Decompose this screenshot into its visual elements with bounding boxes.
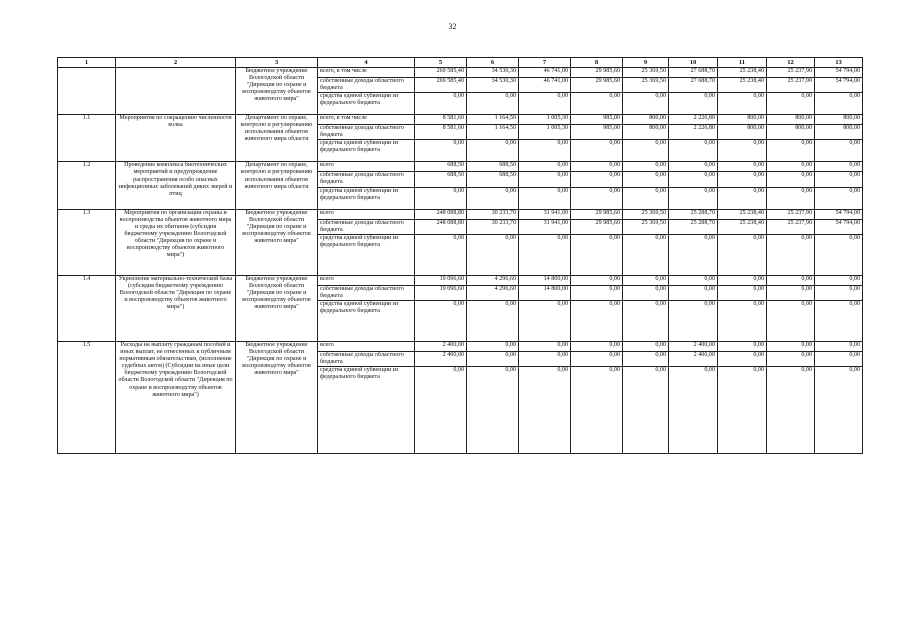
- item-name: [116, 68, 236, 115]
- amount-cell: 0,00: [669, 367, 718, 454]
- amount-cell: 0,00: [519, 172, 571, 187]
- table-row: [58, 341, 863, 351]
- funding-source: всего: [318, 162, 415, 172]
- amount-cell: 25 237,90: [767, 209, 815, 219]
- amount-cell: 248 088,80: [415, 209, 467, 219]
- amount-cell: 0,00: [669, 172, 718, 187]
- amount-cell: 0,00: [815, 341, 863, 351]
- item-number: 1.2: [58, 162, 116, 209]
- amount-cell: 800,00: [767, 115, 815, 125]
- amount-cell: 0,00: [815, 275, 863, 285]
- funding-source: средства единой субвенции из федерального бюджета: [318, 93, 415, 115]
- amount-cell: 985,00: [571, 125, 623, 140]
- amount-cell: 0,00: [815, 140, 863, 162]
- amount-cell: 4 296,60: [467, 275, 519, 285]
- amount-cell: 25 237,90: [767, 68, 815, 78]
- amount-cell: 0,00: [571, 351, 623, 366]
- amount-cell: 34 530,30: [467, 68, 519, 78]
- funding-source: всего: [318, 209, 415, 219]
- amount-cell: 0,00: [623, 93, 669, 115]
- amount-cell: 0,00: [669, 162, 718, 172]
- amount-cell: 46 741,00: [519, 68, 571, 78]
- budget-table: [57, 57, 863, 454]
- amount-cell: 0,00: [467, 93, 519, 115]
- table-row: [58, 209, 863, 219]
- amount-cell: 0,00: [669, 93, 718, 115]
- amount-cell: 0,00: [669, 140, 718, 162]
- item-executor: Бюджетное учреждение Вологодской области "Дирекция по охране и воспроизводству объектов животного мира": [236, 209, 318, 275]
- amount-cell: 985,00: [571, 115, 623, 125]
- item-name: Мероприятия по сокращению численности волка: [116, 115, 236, 162]
- amount-cell: 0,00: [718, 300, 767, 341]
- amount-cell: 0,00: [467, 300, 519, 341]
- amount-cell: 0,00: [519, 162, 571, 172]
- amount-cell: 0,00: [815, 351, 863, 366]
- amount-cell: 0,00: [571, 341, 623, 351]
- amount-cell: 0,00: [815, 234, 863, 275]
- amount-cell: 0,00: [571, 367, 623, 454]
- amount-cell: 25 369,50: [623, 68, 669, 78]
- amount-cell: 0,00: [415, 300, 467, 341]
- amount-cell: 31 941,00: [519, 209, 571, 219]
- amount-cell: 688,50: [467, 172, 519, 187]
- amount-cell: 54 794,00: [815, 219, 863, 234]
- amount-cell: 0,00: [669, 285, 718, 300]
- amount-cell: 2 400,00: [415, 351, 467, 366]
- item-number: 1.1: [58, 115, 116, 162]
- amount-cell: 0,00: [718, 367, 767, 454]
- item-name: Укрепление материально-технической базы (субсидия бюджетному учреждению Вологодской области "Дирекция по охране и воспроизводству объектов животного мира"): [116, 275, 236, 341]
- amount-cell: 25 238,40: [718, 78, 767, 93]
- amount-cell: 2 226,80: [669, 115, 718, 125]
- amount-cell: 0,00: [718, 140, 767, 162]
- item-executor: Департамент по охране, контролю и регулированию использования объектов животного мира области: [236, 115, 318, 162]
- amount-cell: 0,00: [718, 285, 767, 300]
- amount-cell: 54 794,00: [815, 209, 863, 219]
- amount-cell: 0,00: [815, 367, 863, 454]
- column-header: 11: [718, 58, 767, 68]
- amount-cell: 0,00: [767, 367, 815, 454]
- amount-cell: 25 238,40: [718, 68, 767, 78]
- amount-cell: 0,00: [718, 234, 767, 275]
- amount-cell: 0,00: [623, 234, 669, 275]
- amount-cell: 29 985,60: [571, 219, 623, 234]
- amount-cell: 0,00: [718, 275, 767, 285]
- amount-cell: 0,00: [767, 162, 815, 172]
- item-name: Проведение комплекса биотехнических мероприятий и предупреждение распространения особо опасных инфекционных заболеваний диких зверей и птиц: [116, 162, 236, 209]
- amount-cell: 2 400,00: [669, 341, 718, 351]
- amount-cell: 19 096,60: [415, 285, 467, 300]
- column-header: 5: [415, 58, 467, 68]
- amount-cell: 25 288,70: [669, 219, 718, 234]
- column-header: 9: [623, 58, 669, 68]
- amount-cell: 29 985,60: [571, 78, 623, 93]
- amount-cell: 248 088,80: [415, 219, 467, 234]
- amount-cell: 25 369,50: [623, 78, 669, 93]
- amount-cell: 0,00: [467, 367, 519, 454]
- amount-cell: 0,00: [467, 351, 519, 366]
- amount-cell: 0,00: [623, 300, 669, 341]
- column-header: 8: [571, 58, 623, 68]
- funding-source: средства единой субвенции из федерального бюджета: [318, 367, 415, 454]
- amount-cell: 0,00: [415, 93, 467, 115]
- column-header: 7: [519, 58, 571, 68]
- amount-cell: 0,00: [718, 172, 767, 187]
- amount-cell: 25 238,40: [718, 219, 767, 234]
- funding-source: всего, в том числе: [318, 68, 415, 78]
- amount-cell: 0,00: [571, 162, 623, 172]
- amount-cell: 688,50: [467, 162, 519, 172]
- amount-cell: 29 985,60: [571, 209, 623, 219]
- amount-cell: 34 530,30: [467, 78, 519, 93]
- amount-cell: 0,00: [467, 234, 519, 275]
- item-executor: Бюджетное учреждение Вологодской области "Дирекция по охране и воспроизводству объектов животного мира": [236, 68, 318, 115]
- table-row: [58, 68, 863, 78]
- amount-cell: 0,00: [815, 172, 863, 187]
- amount-cell: 688,50: [415, 172, 467, 187]
- funding-source: средства единой субвенции из федерального бюджета: [318, 234, 415, 275]
- amount-cell: 0,00: [415, 140, 467, 162]
- column-header: 1: [58, 58, 116, 68]
- amount-cell: 4 296,60: [467, 285, 519, 300]
- funding-source: средства единой субвенции из федерального бюджета: [318, 300, 415, 341]
- amount-cell: 8 581,60: [415, 125, 467, 140]
- funding-source: средства единой субвенции из федерального бюджета: [318, 140, 415, 162]
- amount-cell: 0,00: [519, 351, 571, 366]
- amount-cell: 0,00: [815, 300, 863, 341]
- amount-cell: 19 096,60: [415, 275, 467, 285]
- amount-cell: 0,00: [623, 275, 669, 285]
- amount-cell: 0,00: [815, 93, 863, 115]
- amount-cell: 688,50: [415, 162, 467, 172]
- amount-cell: 0,00: [623, 162, 669, 172]
- amount-cell: 0,00: [519, 234, 571, 275]
- amount-cell: 0,00: [767, 172, 815, 187]
- column-header: 2: [116, 58, 236, 68]
- amount-cell: 0,00: [815, 162, 863, 172]
- amount-cell: 0,00: [767, 351, 815, 366]
- amount-cell: 269 585,40: [415, 78, 467, 93]
- amount-cell: 0,00: [415, 187, 467, 209]
- amount-cell: 0,00: [669, 234, 718, 275]
- amount-cell: 0,00: [623, 187, 669, 209]
- column-header: 10: [669, 58, 718, 68]
- amount-cell: 800,00: [767, 125, 815, 140]
- amount-cell: 29 985,60: [571, 68, 623, 78]
- funding-source: собственные доходы областного бюджета: [318, 351, 415, 366]
- amount-cell: 0,00: [718, 341, 767, 351]
- amount-cell: 800,00: [815, 115, 863, 125]
- amount-cell: 14 800,00: [519, 285, 571, 300]
- amount-cell: 0,00: [767, 187, 815, 209]
- funding-source: собственные доходы областного бюджета: [318, 125, 415, 140]
- amount-cell: 0,00: [571, 187, 623, 209]
- amount-cell: 0,00: [571, 172, 623, 187]
- amount-cell: 25 237,90: [767, 78, 815, 93]
- amount-cell: 25 369,50: [623, 209, 669, 219]
- amount-cell: 0,00: [767, 140, 815, 162]
- amount-cell: 25 238,40: [718, 209, 767, 219]
- amount-cell: 27 688,70: [669, 68, 718, 78]
- item-executor: Департамент по охране, контролю и регулированию использования объектов животного мира области: [236, 162, 318, 209]
- column-header: 4: [318, 58, 415, 68]
- funding-source: собственные доходы областного бюджета: [318, 219, 415, 234]
- amount-cell: 0,00: [623, 140, 669, 162]
- page-number: 32: [448, 22, 457, 31]
- amount-cell: 0,00: [623, 351, 669, 366]
- amount-cell: 54 794,00: [815, 68, 863, 78]
- amount-cell: 0,00: [467, 140, 519, 162]
- amount-cell: 8 581,60: [415, 115, 467, 125]
- amount-cell: 31 941,00: [519, 219, 571, 234]
- table-row: [58, 115, 863, 125]
- amount-cell: 800,00: [718, 125, 767, 140]
- amount-cell: 0,00: [571, 285, 623, 300]
- column-header: 3: [236, 58, 318, 68]
- amount-cell: 0,00: [815, 187, 863, 209]
- amount-cell: 0,00: [623, 285, 669, 300]
- amount-cell: 0,00: [519, 93, 571, 115]
- amount-cell: 0,00: [519, 140, 571, 162]
- amount-cell: 0,00: [571, 300, 623, 341]
- amount-cell: 46 741,00: [519, 78, 571, 93]
- funding-source: всего, в том числе: [318, 115, 415, 125]
- amount-cell: 27 688,70: [669, 78, 718, 93]
- amount-cell: 0,00: [669, 187, 718, 209]
- amount-cell: 0,00: [519, 300, 571, 341]
- amount-cell: 0,00: [767, 285, 815, 300]
- amount-cell: 25 288,70: [669, 209, 718, 219]
- item-name: Расходы на выплату гражданам пособий и иных выплат, не отнесенных к публичным нормативным обязательствам, (исполнение судебных актов) (Субсидии на иные цели бюджетному учреждению Вологодской области Вологодской области "Дирекция по охране и воспроизводству объектов животного мира"): [116, 341, 236, 453]
- amount-cell: 0,00: [815, 285, 863, 300]
- amount-cell: 0,00: [623, 341, 669, 351]
- funding-source: собственные доходы областного бюджета: [318, 172, 415, 187]
- amount-cell: 0,00: [669, 275, 718, 285]
- amount-cell: 14 800,00: [519, 275, 571, 285]
- item-number: 1.3: [58, 209, 116, 275]
- funding-source: всего: [318, 341, 415, 351]
- funding-source: средства единой субвенции из федерального бюджета: [318, 187, 415, 209]
- funding-source: собственные доходы областного бюджета: [318, 78, 415, 93]
- table-row: [58, 275, 863, 285]
- amount-cell: 800,00: [718, 115, 767, 125]
- amount-cell: 800,00: [815, 125, 863, 140]
- amount-cell: 0,00: [767, 341, 815, 351]
- amount-cell: 0,00: [467, 341, 519, 351]
- item-executor: Бюджетное учреждение Вологодской области "Дирекция по охране и воспроизводству объектов животного мира": [236, 275, 318, 341]
- table-row: [58, 162, 863, 172]
- amount-cell: 0,00: [571, 234, 623, 275]
- amount-cell: 0,00: [571, 140, 623, 162]
- amount-cell: 0,00: [415, 367, 467, 454]
- amount-cell: 800,00: [623, 125, 669, 140]
- item-name: Мероприятия по организации охраны и воспроизводства объектов животного мира и среды их обитания (субсидия бюджетному учреждению Вологодской области "Дирекция по охране и воспроизводству объектов животного мира"): [116, 209, 236, 275]
- amount-cell: 0,00: [767, 300, 815, 341]
- amount-cell: 0,00: [467, 187, 519, 209]
- amount-cell: 25 237,90: [767, 219, 815, 234]
- amount-cell: 25 369,50: [623, 219, 669, 234]
- amount-cell: 0,00: [571, 275, 623, 285]
- item-number: [58, 68, 116, 115]
- amount-cell: 1 164,50: [467, 125, 519, 140]
- item-number: 1.4: [58, 275, 116, 341]
- amount-cell: 0,00: [718, 187, 767, 209]
- amount-cell: 54 794,00: [815, 78, 863, 93]
- amount-cell: 0,00: [623, 367, 669, 454]
- column-header: 13: [815, 58, 863, 68]
- column-header: 12: [767, 58, 815, 68]
- amount-cell: 0,00: [669, 300, 718, 341]
- amount-cell: 30 233,70: [467, 209, 519, 219]
- amount-cell: 0,00: [767, 93, 815, 115]
- amount-cell: 0,00: [767, 275, 815, 285]
- amount-cell: 2 400,00: [669, 351, 718, 366]
- column-header: 6: [467, 58, 519, 68]
- amount-cell: 1 005,30: [519, 115, 571, 125]
- amount-cell: 269 585,40: [415, 68, 467, 78]
- amount-cell: 1 005,30: [519, 125, 571, 140]
- amount-cell: 0,00: [718, 162, 767, 172]
- amount-cell: 0,00: [519, 187, 571, 209]
- amount-cell: 0,00: [519, 341, 571, 351]
- amount-cell: 0,00: [718, 351, 767, 366]
- funding-source: собственные доходы областного бюджета: [318, 285, 415, 300]
- item-executor: Бюджетное учреждение Вологодской области "Дирекция по охране и воспроизводству объектов животного мира": [236, 341, 318, 453]
- amount-cell: 0,00: [767, 234, 815, 275]
- amount-cell: 0,00: [519, 367, 571, 454]
- amount-cell: 0,00: [415, 234, 467, 275]
- amount-cell: 2 226,80: [669, 125, 718, 140]
- column-number-header: [58, 58, 863, 68]
- amount-cell: 0,00: [718, 93, 767, 115]
- amount-cell: 800,00: [623, 115, 669, 125]
- amount-cell: 2 400,00: [415, 341, 467, 351]
- amount-cell: 0,00: [623, 172, 669, 187]
- amount-cell: 30 233,70: [467, 219, 519, 234]
- item-number: 1.5: [58, 341, 116, 453]
- funding-source: всего: [318, 275, 415, 285]
- amount-cell: 0,00: [571, 93, 623, 115]
- amount-cell: 1 164,50: [467, 115, 519, 125]
